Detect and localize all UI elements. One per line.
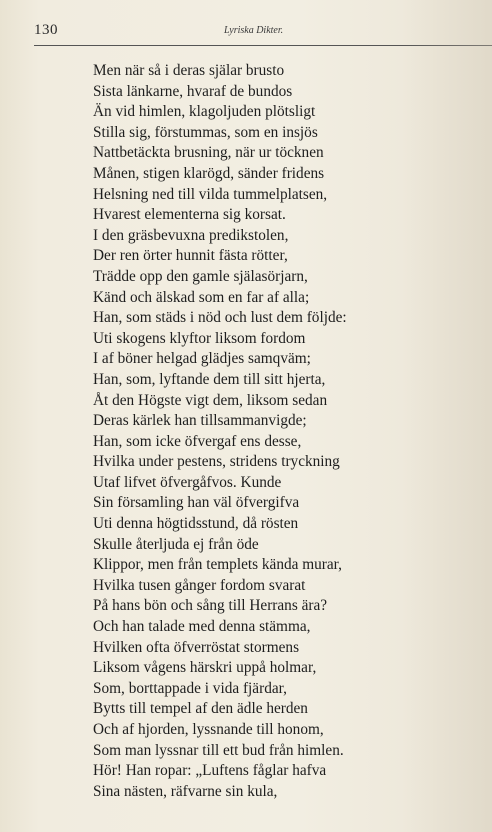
poem-line: Och af hjorden, lyssnande till honom,: [93, 721, 324, 738]
poem-line: I den gräsbevuxna predikstolen,: [93, 226, 289, 244]
poem-line: Der ren örter hunnit fästa rötter,: [93, 247, 288, 265]
poem-line: Klippor, men från templets kända murar,: [93, 556, 342, 574]
poem-line: Bytts till tempel af den ädle herden: [93, 700, 308, 718]
poem-line: Hvilka under pestens, stridens tryckning: [93, 453, 340, 471]
poem-line: Månen, stigen klarögd, sänder fridens: [93, 164, 325, 182]
poem-line: Han, som, lyftande dem till sitt hjerta,: [93, 370, 326, 388]
poem-line: Än vid himlen, klagoljuden plötsligt: [93, 103, 316, 121]
poem-line: På hans bön och sång till Herrans ära?: [93, 597, 328, 615]
page-number: 130: [34, 22, 58, 38]
poem-line: Liksom vågens härskri uppå holmar,: [93, 659, 317, 677]
poem-line: Som, borttappade i vida fjärdar,: [93, 679, 287, 697]
poem-line: Deras kärlek han tillsammanvigde;: [93, 412, 307, 430]
poem-line: Som man lyssnar till ett bud från himlen.: [93, 741, 344, 759]
poem-line: Uti skogens klyftor liksom fordom: [93, 329, 306, 347]
poem-line: Utaf lifvet öfvergåfvos. Kunde: [93, 473, 282, 491]
poem-line: Uti denna högtidsstund, då rösten: [93, 515, 299, 533]
poem-body: [93, 61, 485, 802]
poem-line: Hvilka tusen gånger fordom svarat: [93, 576, 306, 594]
poem-line: Han, som städs i nöd och lust dem följde:: [93, 309, 347, 327]
poem-line: Sin församling han väl öfvergifva: [93, 494, 300, 512]
poem-line: Sina nästen, räfvarne sin kula,: [93, 782, 278, 800]
poem-line: Han, som icke öfvergaf ens desse,: [93, 432, 302, 450]
poem-line: Åt den Högste vigt dem, liksom sedan: [93, 391, 328, 409]
poem-line: Men när så i deras själar brusto: [93, 62, 285, 79]
poem-line: Och han talade med denna stämma,: [93, 618, 311, 636]
poem-line: Stilla sig, förstummas, som en insjös: [93, 123, 318, 141]
poem-line: Sista länkarne, hvaraf de bundos: [93, 82, 293, 100]
poem-line: Hvarest elementerna sig korsat.: [93, 206, 286, 224]
running-head: Lyriska Dikter.: [224, 25, 284, 36]
poem-line: Trädde opp den gamle själasörjarn,: [93, 267, 308, 285]
poem-line: Känd och älskad som en far af alla;: [93, 288, 310, 306]
poem-line: Helsning ned till vilda tummelplatsen,: [93, 185, 328, 203]
page-header: [34, 22, 492, 42]
poem-line: I af böner helgad glädjes samqväm;: [93, 350, 311, 368]
poem-line: Skulle återljuda ej från öde: [93, 535, 259, 553]
poem-line: Hör! Han ropar: „Luftens fåglar hafva: [93, 762, 327, 780]
header-rule: [34, 45, 492, 46]
poem-line: Hvilken ofta öfverröstat stormens: [93, 638, 300, 656]
poem-line: Nattbetäckta brusning, när ur töcknen: [93, 144, 324, 162]
